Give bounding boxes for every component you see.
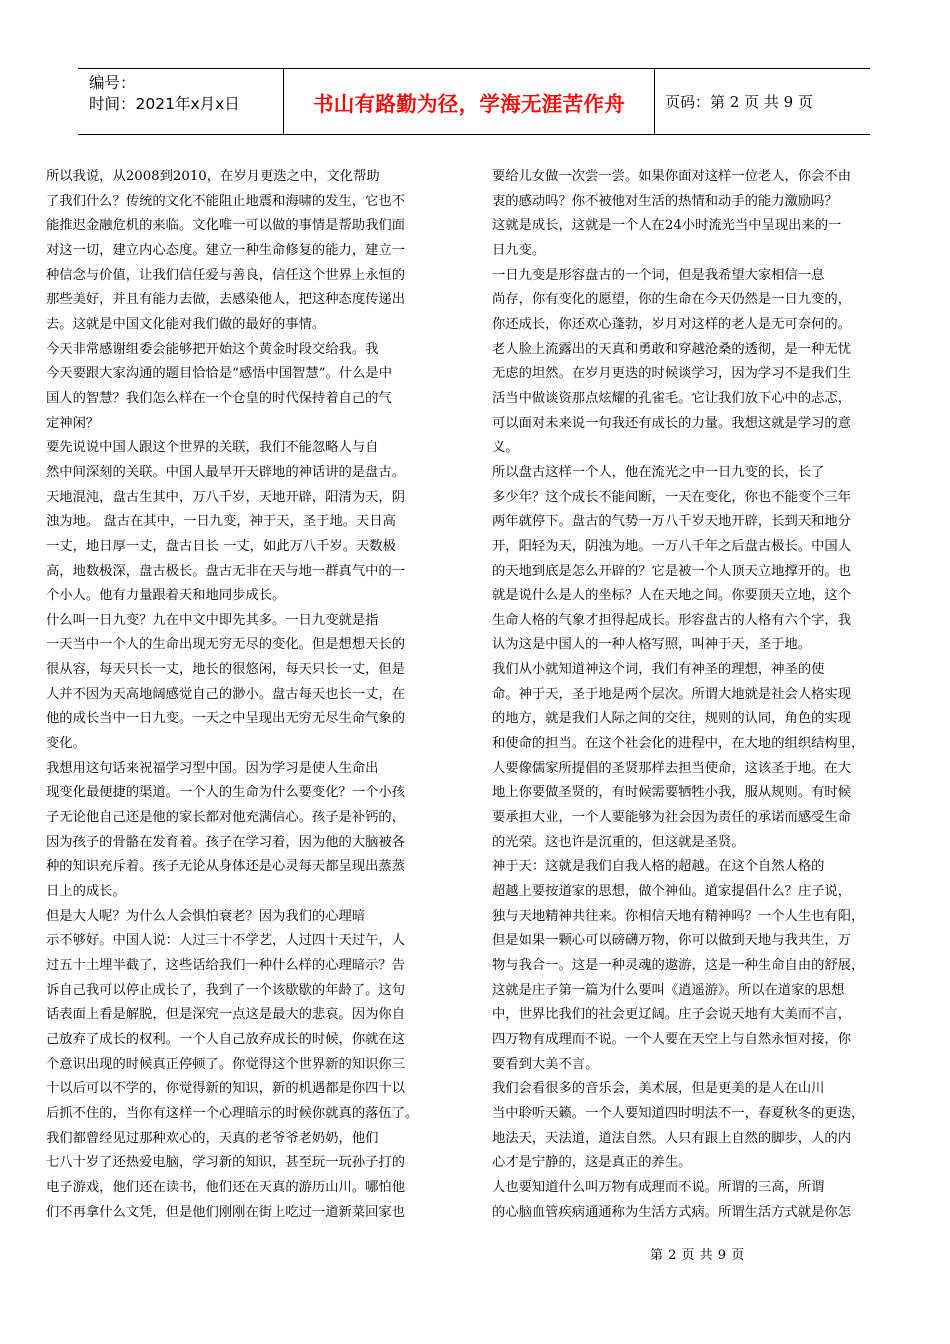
text-line: 的天地到底是怎么开辟的？它是被一个人顶天立地撑开的。也 (492, 563, 852, 579)
right-text-column (492, 165, 884, 1225)
text-line: 今天非常感谢组委会能够把开始这个黄金时段交给我。我 (46, 341, 379, 357)
text-line: 的地方，就是我们人际之间的交往，规则的认同，角色的实现 (492, 711, 852, 727)
text-line: 我们都曾经见过那种欢心的，天真的老爷爷老奶奶，他们 (46, 1130, 379, 1146)
text-line: 了我们什么？传统的文化不能阻止地震和海啸的发生，它也不 (46, 193, 406, 209)
text-line: 活当中做谈资那点炫耀的孔雀毛。它让我们放下心中的忐忑， (492, 390, 852, 406)
text-line: 个意识出现的时候真正停顿了。你觉得这个世界新的知识你三 (46, 1056, 406, 1072)
text-line: 超越上要按道家的思想，做个神仙。道家提倡什么？庄子说， (492, 884, 852, 900)
header-meta (78, 69, 283, 134)
text-line: 义。 (492, 440, 519, 456)
text-line: 地法天，天法道，道法自然。人只有跟上自然的脚步，人的内 (492, 1130, 852, 1146)
text-line: 我想用这句话来祝福学习型中国。因为学习是使人生命出 (46, 760, 379, 776)
text-line: 今天要跟大家沟通的题目恰恰是“感悟中国智慧”。什么是中 (46, 366, 393, 382)
text-line: 但是大人呢？为什么人会惧怕衰老？因为我们的心理暗 (46, 908, 366, 924)
text-line: 一天当中一个人的生命出现无穷无尽的变化。但是想想天长的 (46, 637, 406, 653)
text-line: 对这一切，建立内心态度。建立一种生命修复的能力，建立一 (46, 242, 406, 258)
text-line: 种的知识充斥着。孩子无论从身体还是心灵每天都呈现出蒸蒸 (46, 859, 406, 875)
text-line: 和使命的担当。在这个社会化的进程中，在大地的组织结构里， (492, 736, 865, 752)
text-line: 所以我说，从2008到2010，在岁月更迭之中，文化帮助 (46, 169, 380, 184)
text-line: 中，世界比我们的社会更辽阔。庄子会说天地有大美而不言， (492, 1007, 852, 1023)
text-line: 无虑的坦然。在岁月更迭的时候谈学习，因为学习不是我们生 (492, 366, 852, 382)
text-line: 诉自己我可以停止成长了，我到了一个该歇歇的年龄了。这句 (46, 982, 406, 998)
text-line: 然中间深刻的关联。中国人最早开天辟地的神话讲的是盘古。 (46, 464, 406, 480)
text-line: 要给儿女做一次尝一尝。如果你面对这样一位老人，你会不由 (492, 169, 852, 184)
text-line: 神于天：这就是我们自我人格的超越。在这个自然人格的 (492, 859, 825, 875)
text-line: 过五十土埋半截了，这些话给我们一种什么样的心理暗示？告 (46, 958, 406, 973)
text-line: 心才是宁静的，这是真正的养生。 (492, 1155, 692, 1171)
text-line: 定神闲？ (46, 415, 100, 431)
text-line: 后抓不住的，当你有这样一个心理暗示的时候你就真的落伍了。 (46, 1105, 419, 1121)
text-line: 现变化最便捷的渠道。一个人的生命为什么要变化？一个小孩 (46, 785, 406, 801)
text-line: 尚存，你有变化的愿望，你的生命在今天仍然是一日九变的， (492, 292, 852, 308)
text-line: 物与我合一。这是一种灵魂的遨游，这是一种生命自由的舒展， (492, 958, 865, 973)
text-line: 七八十岁了还热爱电脑，学习新的知识，甚至玩一玩孙子打的 (46, 1155, 406, 1171)
text-line: 种信念与价值，让我们信任爱与善良，信任这个世界上永恒的 (46, 267, 406, 283)
text-line: 我们从小就知道神这个词，我们有神圣的理想，神圣的使 (492, 662, 825, 678)
text-line: 两年就停下。盘古的气势一万八千岁天地开辟，长到天和地分 (492, 514, 852, 530)
text-line: 所以盘古这样一个人，他在流光之中一日九变的长，长了 (492, 464, 825, 480)
text-line: 要先说说中国人跟这个世界的关联，我们不能忽略人与自 (46, 440, 379, 456)
text-line: 那些美好，并且有能力去做，去感染他人，把这种态度传递出 (46, 292, 406, 308)
header-motto: 书山有路勤为径，学海无涯苦作舟 (313, 91, 625, 116)
text-line: 示不够好。中国人说：人过三十不学艺，人过四十天过午，人 (46, 933, 406, 949)
text-line: 人也要知道什么叫万物有成理而不说。所谓的三高，所谓 (492, 1179, 825, 1195)
text-line: 当中聆听天籁。一个人要知道四时明法不一，春夏秋冬的更迭， (492, 1105, 865, 1121)
text-line: 能推迟金融危机的来临。文化唯一可以做的事情是帮助我们面 (46, 218, 406, 234)
text-line: 个小人。他有力量跟着天和地同步成长。 (46, 588, 286, 604)
page-header (78, 68, 870, 135)
text-line: 的光荣。这也许是沉重的，但这就是圣贤。 (492, 834, 745, 850)
header-motto-cell (283, 69, 655, 134)
text-line: 生命人格的气象才担得起成长。形容盘古的人格有六个字，我 (492, 612, 852, 628)
text-line: 就是说什么是人的坐标？人在天地之间。你要顶天立地，这个 (492, 588, 852, 604)
text-line: 己放弃了成长的权利。一个人自己放弃成长的时候，你就在这 (46, 1031, 406, 1047)
text-line: 话表面上看是解脱，但是深究一点这是最大的悲哀。因为你自 (46, 1007, 406, 1023)
text-line: 十以后可以不学的，你觉得新的知识，新的机遇都是你四十以 (46, 1081, 406, 1097)
text-line: 的心脑血管疾病通通称为生活方式病。所谓生活方式就是你怎 (492, 1204, 852, 1220)
text-line: 因为孩子的骨骼在发育着。孩子在学习着，因为他的大脑被各 (46, 834, 406, 850)
text-line: 这就是成长，这就是一个人在24小时流光当中呈现出来的一 (492, 218, 842, 234)
text-line: 要看到大美不言。 (492, 1056, 599, 1072)
text-line: 浊为地。 盘古在其中，一日九变，神于天，圣于地。天日高 (46, 514, 396, 530)
text-line: 多少年？这个成长不能间断，一天在变化，你也不能变个三年 (492, 489, 852, 505)
text-line: 四万物有成理而不说。一个人要在天空上与自然永恒对接，你 (492, 1031, 852, 1047)
text-line: 这就是庄子第一篇为什么要叫《逍遥游》。所以在道家的思想 (492, 982, 845, 998)
text-line: 命。神于天，圣于地是两个层次。所谓大地就是社会人格实现 (492, 686, 852, 702)
text-line: 什么叫一日九变？九在中文中即先其多。一日九变就是指 (46, 612, 379, 628)
text-line: 一丈，地日厚一丈，盘古日长 一丈，如此万八千岁。天数极 (46, 538, 396, 554)
text-line: 人要像儒家所提倡的圣贤那样去担当使命，这该圣于地。在大 (492, 760, 852, 776)
text-line: 独与天地精神共往来。你相信天地有精神吗？一个人生也有阳， (492, 908, 865, 924)
text-line: 你还成长，你还欢心蓬勃，岁月对这样的老人是无可奈何的。 (492, 316, 852, 332)
text-line: 们不再拿什么文凭，但是他们刚刚在街上吃过一道新菜回家也 (46, 1204, 406, 1220)
text-line: 地上你要做圣贤的，有时候需要牺牲小我，服从规则。有时候 (492, 785, 852, 801)
text-line: 衷的感动吗？你不被他对生活的热情和动手的能力激励吗？ (492, 193, 838, 209)
page-footer: 第 2 页 共 9 页 (650, 1248, 745, 1263)
text-line: 天地混沌，盘古生其中，万八千岁，天地开辟，阳清为天，阴 (46, 489, 406, 505)
text-line: 电子游戏，他们还在读书，他们还在天真的游历山川。哪怕他 (46, 1179, 406, 1195)
text-line: 我们会看很多的音乐会，美术展，但是更美的是人在山川 (492, 1081, 825, 1097)
text-line: 他的成长当中一日九变。一天之中呈现出无穷无尽生命气象的 (46, 711, 406, 727)
text-line: 子无论他自己还是他的家长都对他充满信心。孩子是补钙的， (46, 810, 406, 826)
text-line: 日上的成长。 (46, 884, 126, 900)
document-time-label: 时间：2021年x月x日 (89, 95, 240, 113)
text-line: 老人脸上流露出的天真和勇敢和穿越沧桑的透彻，是一种无忧 (492, 341, 852, 357)
text-line: 可以面对未来说一句我还有成长的力量。我想这就是学习的意 (492, 415, 852, 431)
text-line: 一日九变是形容盘古的一个词，但是我希望大家相信一息 (492, 267, 825, 283)
text-line: 国人的智慧？我们怎么样在一个仓皇的时代保持着自己的气 (46, 390, 392, 406)
text-line: 高，地数极深，盘古极长。盘古无非在天与地一群真气中的一 (46, 563, 406, 579)
text-line: 要承担大业，一个人要能够为社会因为责任的承诺而感受生命 (492, 810, 852, 826)
document-number-label: 编号： (89, 74, 136, 92)
text-line: 开，阳轻为天，阴浊为地。一万八千年之后盘古极长。中国人 (492, 538, 852, 554)
text-line: 变化。 (46, 736, 86, 752)
text-line: 人并不因为天高地阔感觉自己的渺小。盘古每天也长一丈，在 (46, 686, 406, 702)
left-text-column (46, 165, 438, 1225)
text-line: 去。这就是中国文化能对我们做的最好的事情。 (46, 316, 326, 332)
text-line: 很从容，每天只长一丈，地长的很悠闲，每天只长一丈，但是 (46, 662, 406, 678)
text-line: 日九变。 (492, 242, 546, 258)
text-line: 认为这是中国人的一种人格写照，叫神于天，圣于地。 (492, 637, 812, 653)
header-page-code: 页码：第 2 页 共 9 页 (665, 93, 813, 111)
text-line: 但是如果一颗心可以磅礴万物，你可以做到天地与我共生，万 (492, 933, 852, 949)
